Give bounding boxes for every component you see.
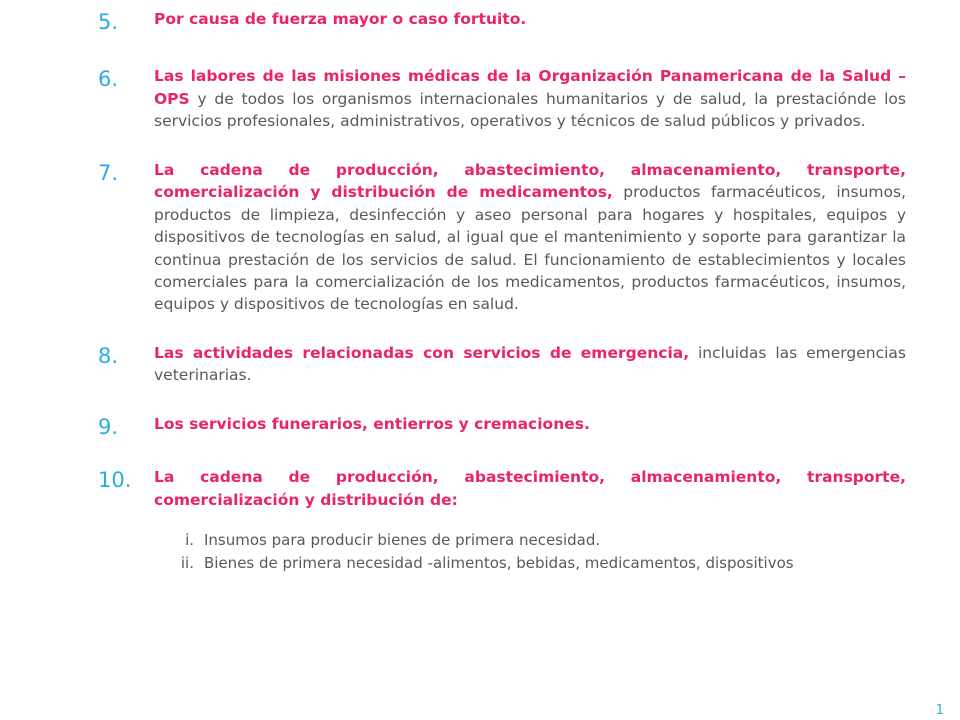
list-item-lead: La cadena de producción, abastecimiento, almacenamiento, transporte, comercialización y distribución de medicamentos, bbox=[154, 160, 906, 202]
sublist-item-text: Insumos para producir bienes de primera necesidad. bbox=[204, 531, 601, 550]
list-item-body bbox=[154, 65, 906, 132]
list-item-lead: La cadena de producción, abastecimiento, almacenamiento, transporte, comercialización y distribución de: bbox=[154, 468, 906, 509]
list-item-body bbox=[154, 342, 906, 387]
list-item-body bbox=[154, 159, 906, 316]
list-item bbox=[98, 466, 906, 574]
list-item-number: 7. bbox=[98, 160, 119, 185]
list-item-number: 10. bbox=[98, 468, 132, 493]
list-item-body bbox=[154, 8, 906, 30]
sublist-item-marker: i. bbox=[185, 531, 194, 550]
list-item-body bbox=[154, 466, 906, 574]
page-corner-mark: 1 bbox=[935, 703, 944, 718]
list-item bbox=[164, 529, 906, 552]
list-item-lead: Las actividades relacionadas con servicios de emergencia, bbox=[154, 343, 690, 362]
list-item-number: 9. bbox=[98, 414, 119, 439]
list-item-rest: incluidas las emergencias veterinarias. bbox=[154, 343, 906, 385]
list-item-body bbox=[154, 413, 906, 435]
list-item-lead: Por causa de fuerza mayor o caso fortuito. bbox=[154, 10, 527, 28]
list-item-number: 6. bbox=[98, 67, 119, 92]
list-item bbox=[98, 8, 906, 35]
roman-sublist bbox=[154, 529, 906, 574]
list-item bbox=[164, 552, 906, 575]
list-item-lead: Las labores de las misiones médicas de la Organización Panamericana de la Salud – OPS bbox=[154, 67, 906, 108]
list-item bbox=[98, 342, 906, 387]
sublist-item-marker: ii. bbox=[180, 553, 194, 572]
list-item-rest: productos farmacéuticos, insumos, productos de limpieza, desinfección y aseo personal para hogares y hospitales, equipos y dispositivos de tecnologías en salud, al igual que el mantenimiento y soporte para garantizar la continua prestación de los servicios de salud. El funcionamiento de establecimientos y locales comerciales para la comercialización de los medicamentos, productos farmacéuticos, insumos, equipos y dispositivos de tecnologías en salud. bbox=[154, 183, 906, 314]
list-item-number: 8. bbox=[98, 343, 119, 368]
list-item-rest: y de todos los organismos internacionales humanitarios y de salud, la prestaciónde los servicios profesionales, administrativos, operativos y técnicos de salud públicos y privados. bbox=[154, 89, 906, 131]
sublist-item-text: Bienes de primera necesidad -alimentos, bebidas, medicamentos, dispositivos bbox=[204, 553, 794, 572]
list-item-number: 5. bbox=[98, 10, 119, 34]
list-item bbox=[98, 159, 906, 316]
list-item bbox=[98, 413, 906, 440]
list-item bbox=[98, 65, 906, 132]
list-item-lead: Los servicios funerarios, entierros y cremaciones. bbox=[154, 414, 590, 433]
numbered-list bbox=[98, 8, 906, 584]
